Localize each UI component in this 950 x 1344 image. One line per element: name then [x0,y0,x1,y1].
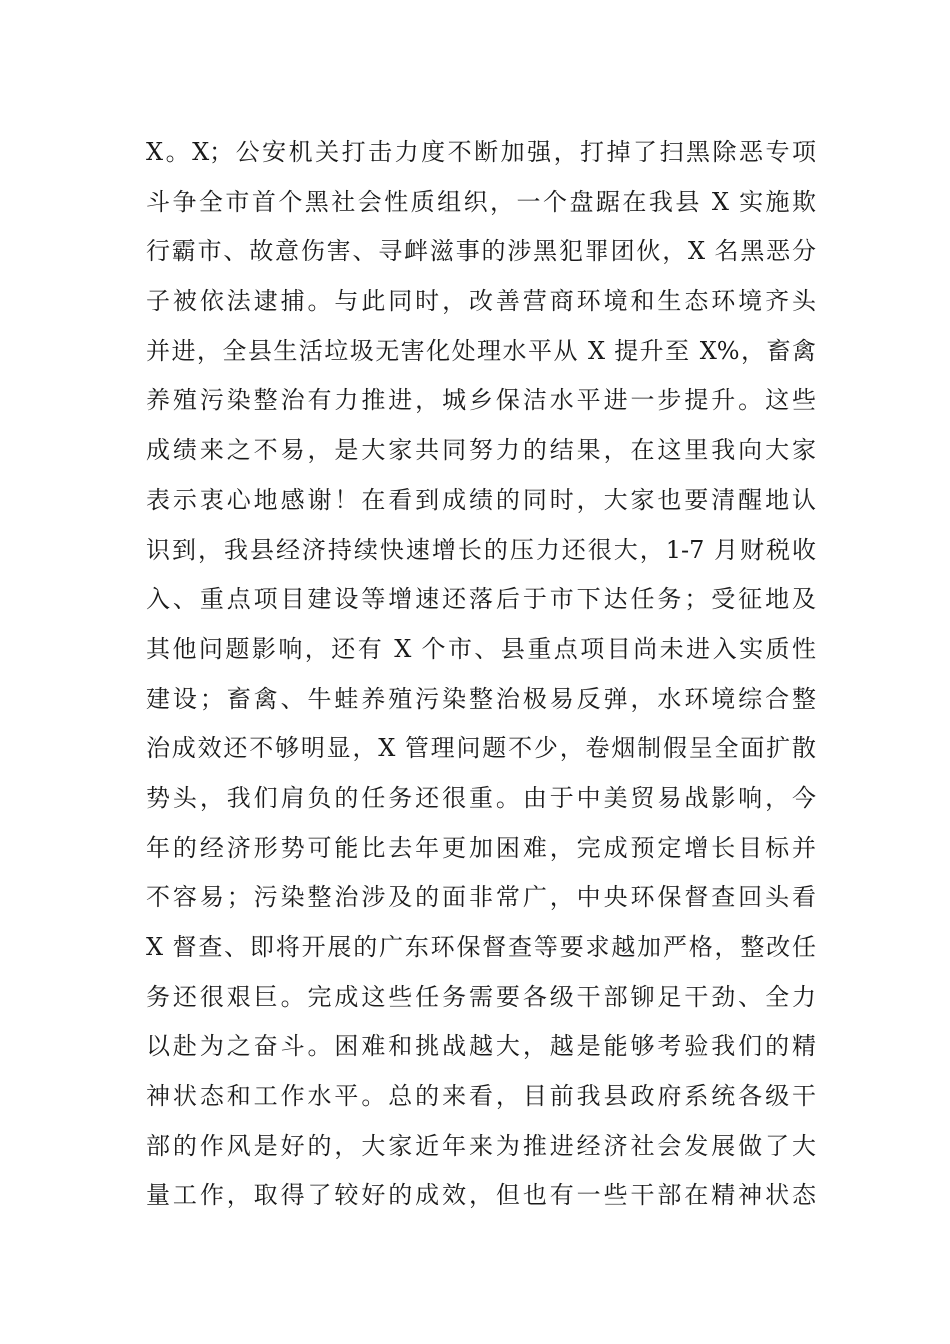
text-line: 不容易；污染整治涉及的面非常广，中央环保督查回头看 [146,883,816,912]
text-line: 养殖污染整治有力推进，城乡保洁水平进一步提升。这些 [146,386,816,415]
text-line: 入、重点项目建设等增速还落后于市下达任务；受征地及 [146,585,816,614]
text-line: 行霸市、故意伤害、寻衅滋事的涉黑犯罪团伙，X 名黑恶分 [146,237,816,266]
text-line: 识到，我县经济持续快速增长的压力还很大，1-7 月财税收 [146,535,816,564]
text-line: 斗争全市首个黑社会性质组织，一个盘踞在我县 X 实施欺 [146,187,816,216]
text-line: 年的经济形势可能比去年更加困难，完成预定增长目标并 [146,833,816,862]
text-line: X 督查、即将开展的广东环保督查等要求越加严格，整改任 [146,933,816,961]
text-line: 部的作风是好的，大家近年来为推进经济社会发展做了大 [146,1131,816,1160]
text-line: 子被依法逮捕。与此同时，改善营商环境和生态环境齐头 [146,287,816,316]
text-line: 量工作，取得了较好的成效，但也有一些干部在精神状态 [146,1181,816,1210]
text-line: 建设；畜禽、牛蛙养殖污染整治极易反弹，水环境综合整 [146,684,816,713]
text-line: 并进，全县生活垃圾无害化处理水平从 X 提升至 X%，畜禽 [146,336,816,365]
text-line: 势头，我们肩负的任务还很重。由于中美贸易战影响，今 [146,783,816,812]
text-line: 以赴为之奋斗。困难和挑战越大，越是能够考验我们的精 [146,1032,816,1061]
text-line: 其他问题影响，还有 X 个市、县重点项目尚未进入实质性 [146,634,816,663]
text-line: X。X；公安机关打击力度不断加强，打掉了扫黑除恶专项 [146,138,816,166]
text-line: 神状态和工作水平。总的来看，目前我县政府系统各级干 [146,1082,816,1111]
text-line: 表示衷心地感谢！在看到成绩的同时，大家也要清醒地认 [146,485,816,514]
text-line: 成绩来之不易，是大家共同努力的结果，在这里我向大家 [146,436,816,465]
text-line: 治成效还不够明显，X 管理问题不少，卷烟制假呈全面扩散 [146,734,816,763]
body-paragraph [146,128,816,1221]
text-line: 务还很艰巨。完成这些任务需要各级干部铆足干劲、全力 [146,982,816,1011]
